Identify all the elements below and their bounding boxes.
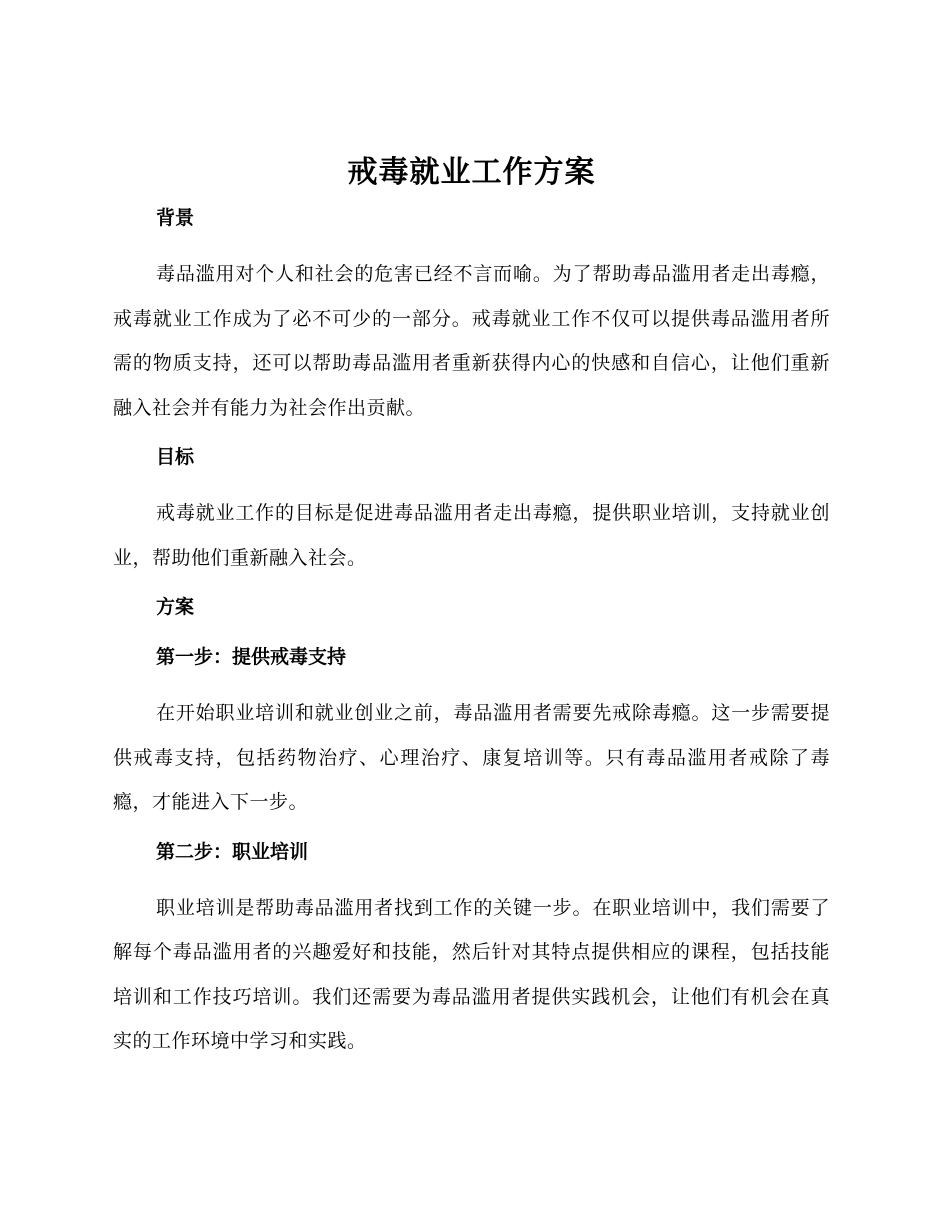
section-plan — [113, 591, 830, 623]
section-step-two — [113, 836, 830, 1064]
paragraph: 在开始职业培训和就业创业之前，毒品滥用者需要先戒除毒瘾。这一步需要提供戒毒支持，包括药物治疗、心理治疗、康复培训等。只有毒品滥用者戒除了毒瘾，才能进入下一步。 — [113, 702, 830, 813]
section-heading: 背景 — [156, 207, 195, 229]
document-title: 戒毒就业工作方案 — [347, 155, 596, 190]
paragraph: 职业培训是帮助毒品滥用者找到工作的关键一步。在职业培训中，我们需要了解每个毒品滥用者的兴趣爱好和技能，然后针对其特点提供相应的课程，包括技能培训和工作技巧培训。我们还需要为毒品滥用者提供实践机会，让他们有机会在真实的工作环境中学习和实践。 — [113, 896, 830, 1052]
section-heading: 第二步：职业培训 — [156, 840, 309, 863]
paragraph: 毒品滥用对个人和社会的危害已经不言而喻。为了帮助毒品滥用者走出毒瘾，戒毒就业工作成为了必不可少的一部分。戒毒就业工作不仅可以提供毒品滥用者所需的物质支持，还可以帮助毒品滥用者重新获得内心的快感和自信心，让他们重新融入社会并有能力为社会作出贡献。 — [113, 263, 830, 419]
section-heading: 目标 — [156, 446, 195, 468]
section-step-one — [113, 641, 830, 825]
section-goal — [113, 441, 830, 580]
section-background — [113, 202, 830, 430]
document-body — [113, 152, 830, 1075]
section-heading: 方案 — [156, 596, 195, 618]
section-heading: 第一步：提供戒毒支持 — [156, 646, 347, 668]
paragraph: 戒毒就业工作的目标是促进毒品滥用者走出毒瘾，提供职业培训，支持就业创业，帮助他们重新融入社会。 — [113, 502, 830, 569]
